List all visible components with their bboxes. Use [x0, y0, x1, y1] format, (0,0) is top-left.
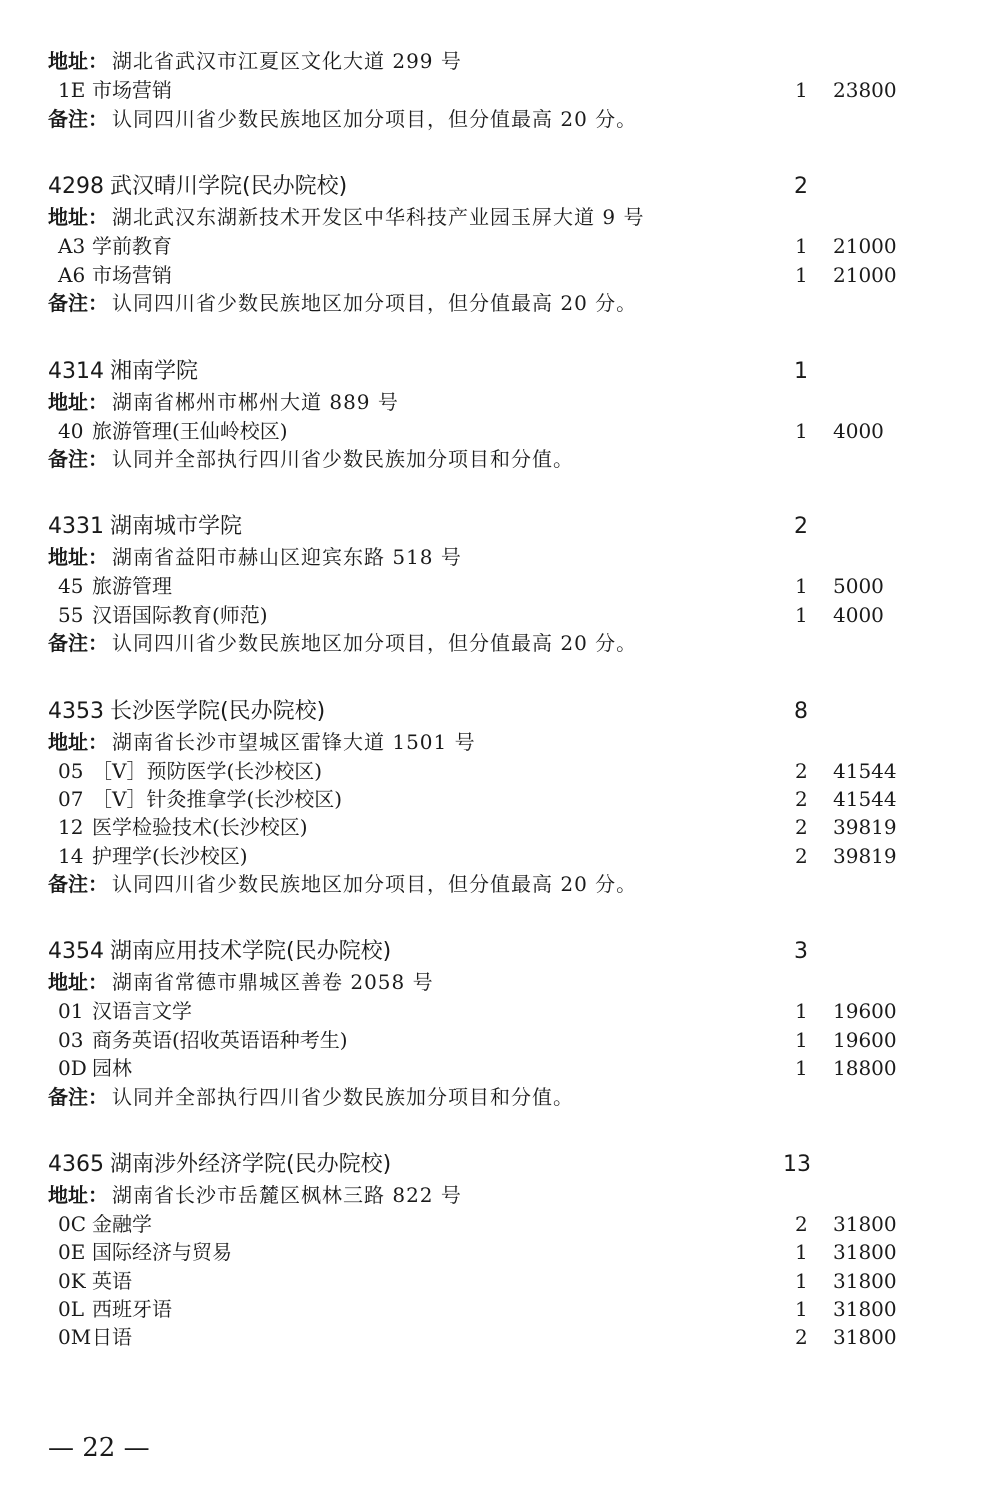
- remark-text: 认同四川省少数民族地区加分项目，但分值最高 20 分。: [112, 291, 638, 315]
- school-header: [0, 357, 1000, 387]
- program-fee: 21000: [833, 234, 897, 258]
- program-row: [0, 600, 1000, 630]
- program-name: 汉语言文学: [92, 999, 192, 1023]
- remark-line: [0, 444, 1000, 474]
- program-name: 学前教育: [92, 234, 172, 258]
- school-code: 4298: [48, 174, 104, 199]
- remark-label: 备注：: [48, 1085, 108, 1109]
- remark-text: 认同并全部执行四川省少数民族加分项目和分值。: [112, 1085, 574, 1109]
- address-label: 地址：: [48, 49, 108, 73]
- program-count: 1: [795, 1028, 808, 1052]
- school-total: 3: [794, 939, 808, 964]
- school-code: 4353: [48, 699, 104, 724]
- address-line: [0, 967, 1000, 997]
- program-fee: 19600: [833, 999, 897, 1023]
- program-count: 1: [795, 1056, 808, 1080]
- program-code: 03: [58, 1028, 84, 1052]
- school-name: 湖南城市学院: [110, 514, 243, 539]
- program-code: 0D: [58, 1056, 87, 1080]
- program-name: 西班牙语: [92, 1297, 172, 1321]
- school-total: 1: [794, 359, 808, 384]
- school-header: [0, 172, 1000, 202]
- program-fee: 19600: [833, 1028, 897, 1052]
- program-row: [0, 812, 1000, 842]
- program-name: 英语: [92, 1269, 132, 1293]
- program-row: [0, 784, 1000, 814]
- program-code: 0L: [58, 1297, 85, 1321]
- program-name: 旅游管理: [92, 574, 172, 598]
- program-row: [0, 260, 1000, 290]
- program-row: [0, 1237, 1000, 1267]
- program-count: 1: [795, 1297, 808, 1321]
- remark-label: 备注：: [48, 291, 108, 315]
- school-name: 长沙医学院(民办院校): [110, 699, 326, 724]
- program-name: 市场营销: [92, 78, 172, 102]
- program-row: [0, 841, 1000, 871]
- remark-text: 认同四川省少数民族地区加分项目，但分值最高 20 分。: [112, 872, 638, 896]
- program-name: 金融学: [92, 1212, 152, 1236]
- address-line: [0, 387, 1000, 417]
- address-text: 湖南省益阳市赫山区迎宾东路 518 号: [112, 545, 462, 569]
- remark-label: 备注：: [48, 872, 108, 896]
- program-count: 1: [795, 78, 808, 102]
- program-name: 旅游管理(王仙岭校区): [92, 419, 288, 443]
- address-line: [0, 542, 1000, 572]
- program-row: [0, 1025, 1000, 1055]
- program-code: 12: [58, 815, 84, 839]
- program-fee: 31800: [833, 1212, 897, 1236]
- remark-line: [0, 869, 1000, 899]
- program-name: 汉语国际教育(师范): [92, 603, 268, 627]
- program-name: 园林: [92, 1056, 132, 1080]
- program-fee: 31800: [833, 1297, 897, 1321]
- program-name: ［V］针灸推拿学(长沙校区): [92, 787, 343, 811]
- remark-label: 备注：: [48, 107, 108, 131]
- address-line: [0, 46, 1000, 76]
- program-fee: 5000: [833, 574, 884, 598]
- program-fee: 41544: [833, 759, 897, 783]
- remark-label: 备注：: [48, 447, 108, 471]
- school-header: [0, 512, 1000, 542]
- school-code: 4354: [48, 939, 104, 964]
- program-row: [0, 231, 1000, 261]
- school-name: 湖南应用技术学院(民办院校): [110, 939, 392, 964]
- address-text: 湖南省长沙市岳麓区枫林三路 822 号: [112, 1183, 462, 1207]
- program-name: ［V］预防医学(长沙校区): [92, 759, 323, 783]
- program-row: [0, 756, 1000, 786]
- remark-label: 备注：: [48, 631, 108, 655]
- address-text: 湖北省武汉市江夏区文化大道 299 号: [112, 49, 462, 73]
- program-code: 45: [58, 574, 84, 598]
- address-line: [0, 202, 1000, 232]
- address-text: 湖南省长沙市望城区雷锋大道 1501 号: [112, 730, 476, 754]
- program-code: 01: [58, 999, 84, 1023]
- program-fee: 21000: [833, 263, 897, 287]
- school-header: [0, 937, 1000, 967]
- program-code: A3: [58, 234, 86, 258]
- program-count: 1: [795, 603, 808, 627]
- school-name: 湖南涉外经济学院(民办院校): [110, 1152, 392, 1177]
- address-label: 地址：: [48, 205, 108, 229]
- remark-line: [0, 104, 1000, 134]
- program-name: 市场营销: [92, 263, 172, 287]
- address-line: [0, 1180, 1000, 1210]
- program-code: 0K: [58, 1269, 86, 1293]
- remark-text: 认同并全部执行四川省少数民族加分项目和分值。: [112, 447, 574, 471]
- address-text: 湖北武汉东湖新技术开发区中华科技产业园玉屏大道 9 号: [112, 205, 645, 229]
- program-name: 护理学(长沙校区): [92, 844, 248, 868]
- address-label: 地址：: [48, 1183, 108, 1207]
- program-code: 0M: [58, 1325, 92, 1349]
- address-label: 地址：: [48, 545, 108, 569]
- program-count: 2: [795, 1212, 808, 1236]
- remark-line: [0, 288, 1000, 318]
- program-fee: 4000: [833, 419, 884, 443]
- program-row: [0, 1209, 1000, 1239]
- address-label: 地址：: [48, 390, 108, 414]
- program-code: 05: [58, 759, 84, 783]
- school-code: 4331: [48, 514, 104, 539]
- program-fee: 31800: [833, 1269, 897, 1293]
- address-text: 湖南省郴州市郴州大道 889 号: [112, 390, 399, 414]
- program-count: 1: [795, 574, 808, 598]
- school-total: 13: [783, 1152, 811, 1177]
- program-count: 2: [795, 815, 808, 839]
- program-code: 07: [58, 787, 84, 811]
- address-label: 地址：: [48, 730, 108, 754]
- program-count: 2: [795, 1325, 808, 1349]
- school-name: 武汉晴川学院(民办院校): [110, 174, 348, 199]
- program-name: 日语: [92, 1325, 132, 1349]
- program-fee: 41544: [833, 787, 897, 811]
- program-code: A6: [58, 263, 86, 287]
- school-total: 8: [794, 699, 808, 724]
- program-name: 医学检验技术(长沙校区): [92, 815, 308, 839]
- remark-text: 认同四川省少数民族地区加分项目，但分值最高 20 分。: [112, 631, 638, 655]
- school-total: 2: [794, 174, 808, 199]
- program-row: [0, 1294, 1000, 1324]
- program-row: [0, 1322, 1000, 1352]
- school-header: [0, 1150, 1000, 1180]
- program-code: 55: [58, 603, 84, 627]
- address-line: [0, 727, 1000, 757]
- remark-line: [0, 1082, 1000, 1112]
- program-count: 1: [795, 234, 808, 258]
- school-name: 湘南学院: [110, 359, 199, 384]
- school-header: [0, 697, 1000, 727]
- school-code: 4365: [48, 1152, 104, 1177]
- address-label: 地址：: [48, 970, 108, 994]
- program-code: 14: [58, 844, 84, 868]
- program-code: 1E: [58, 78, 86, 102]
- remark-text: 认同四川省少数民族地区加分项目，但分值最高 20 分。: [112, 107, 638, 131]
- remark-line: [0, 628, 1000, 658]
- program-fee: 31800: [833, 1240, 897, 1264]
- program-row: [0, 75, 1000, 105]
- address-text: 湖南省常德市鼎城区善卷 2058 号: [112, 970, 434, 994]
- program-code: 0C: [58, 1212, 87, 1236]
- program-row: [0, 1053, 1000, 1083]
- program-fee: 31800: [833, 1325, 897, 1349]
- program-row: [0, 571, 1000, 601]
- program-row: [0, 996, 1000, 1026]
- program-fee: 39819: [833, 844, 897, 868]
- program-name: 国际经济与贸易: [92, 1240, 232, 1264]
- program-count: 1: [795, 1269, 808, 1293]
- program-count: 1: [795, 263, 808, 287]
- program-fee: 39819: [833, 815, 897, 839]
- program-count: 2: [795, 844, 808, 868]
- program-code: 0E: [58, 1240, 86, 1264]
- program-count: 2: [795, 759, 808, 783]
- program-row: [0, 1266, 1000, 1296]
- program-fee: 23800: [833, 78, 897, 102]
- page-number: — 22 —: [48, 1433, 150, 1463]
- program-count: 1: [795, 1240, 808, 1264]
- program-count: 1: [795, 419, 808, 443]
- program-name: 商务英语(招收英语语种考生): [92, 1028, 348, 1052]
- program-count: 2: [795, 787, 808, 811]
- school-total: 2: [794, 514, 808, 539]
- program-row: [0, 416, 1000, 446]
- program-fee: 18800: [833, 1056, 897, 1080]
- program-code: 40: [58, 419, 84, 443]
- school-code: 4314: [48, 359, 104, 384]
- program-count: 1: [795, 999, 808, 1023]
- program-fee: 4000: [833, 603, 884, 627]
